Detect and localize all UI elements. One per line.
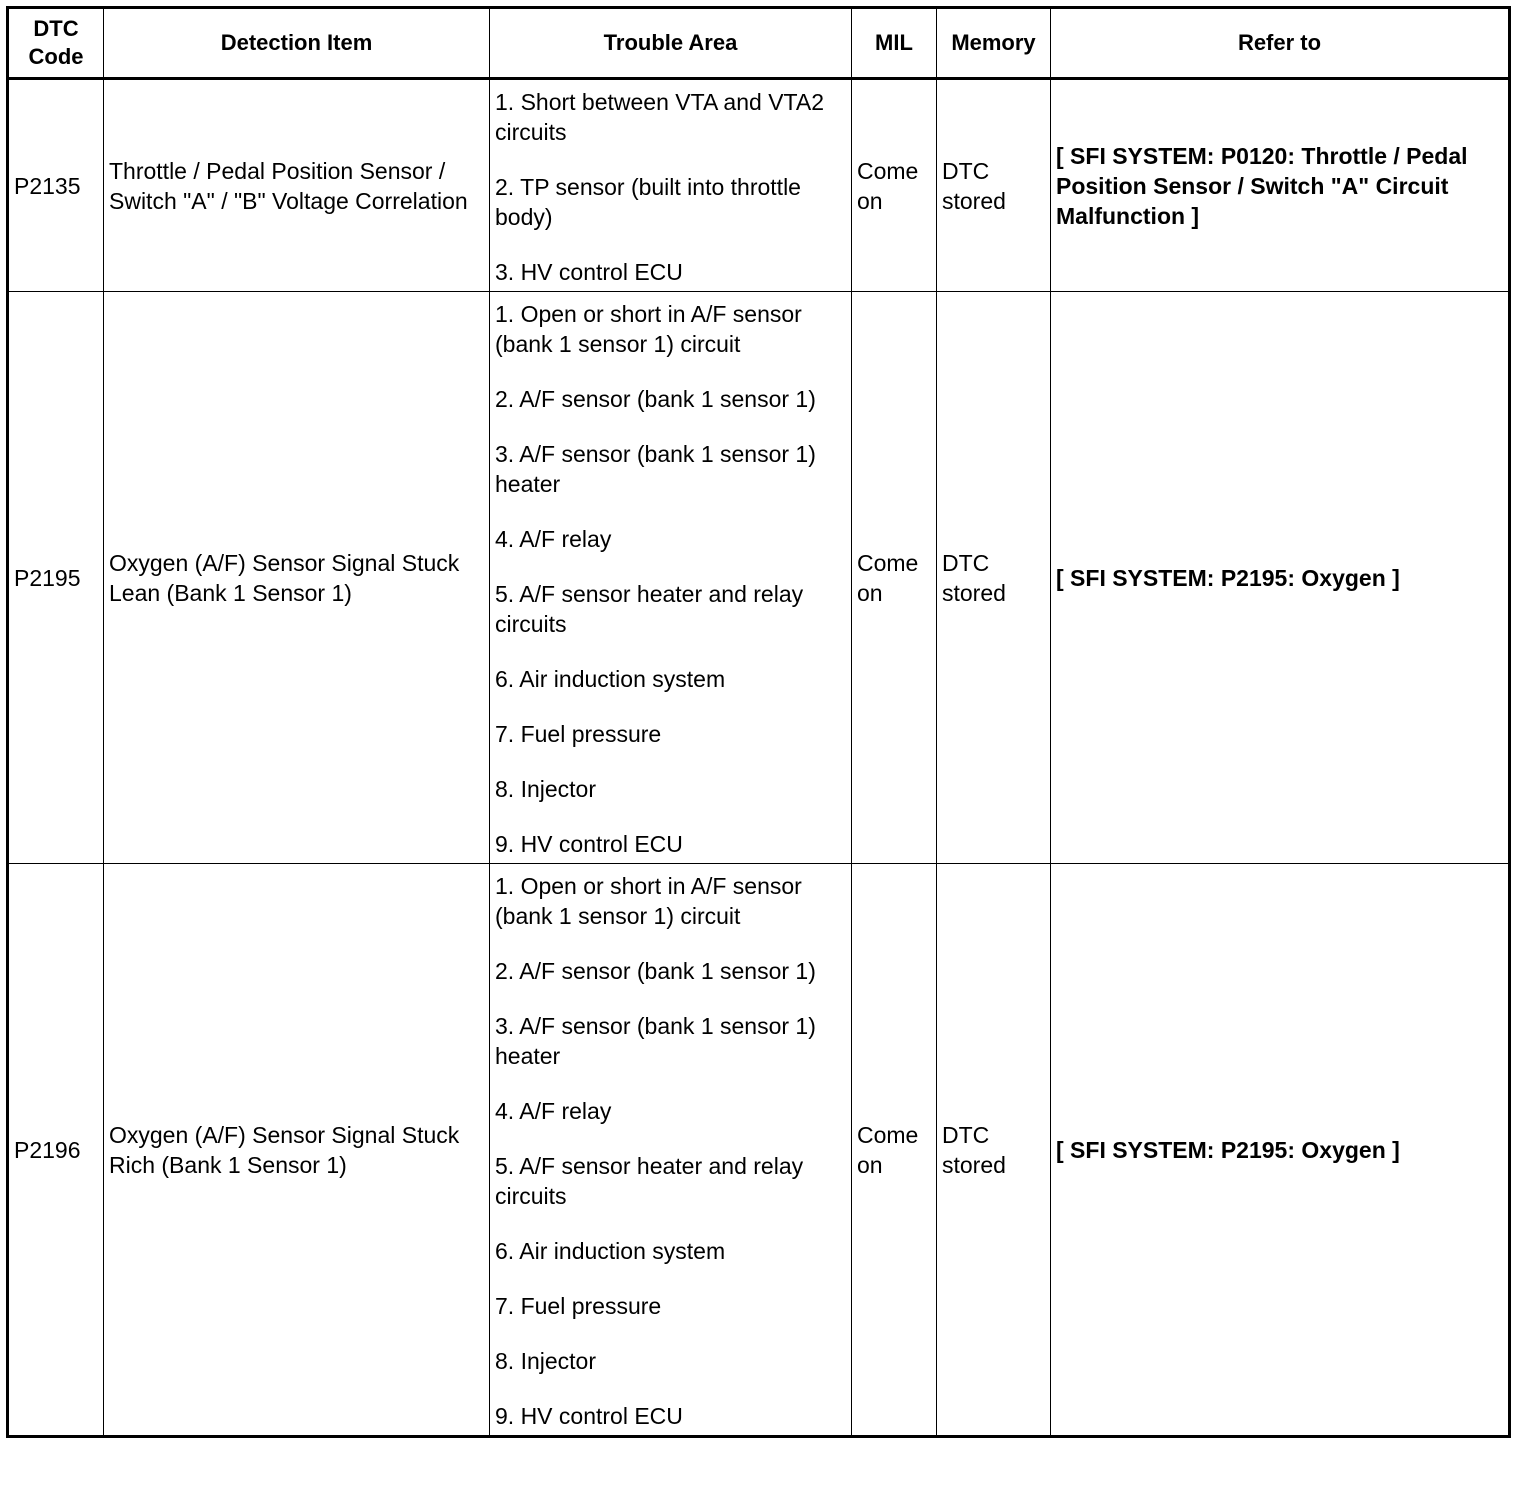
- dtc-code-cell: P2135: [8, 79, 104, 292]
- dtc-table: [6, 6, 1511, 1438]
- trouble-area-item: 5. A/F sensor heater and relay circuits: [495, 1153, 804, 1209]
- detection-item-cell: Oxygen (A/F) Sensor Signal Stuck Rich (Bank 1 Sensor 1): [104, 864, 490, 1437]
- header-trouble-area: Trouble Area: [490, 8, 852, 79]
- trouble-area-item: 2. TP sensor (built into throttle body): [495, 174, 801, 230]
- mil-cell: Come on: [852, 79, 937, 292]
- trouble-area-item: 1. Open or short in A/F sensor (bank 1 sensor 1) circuit: [495, 873, 802, 929]
- detection-item-cell: Throttle / Pedal Position Sensor / Switch "A" / "B" Voltage Correlation: [104, 79, 490, 292]
- header-row: [8, 8, 1510, 79]
- table-row: [8, 79, 1510, 292]
- trouble-area-item: 8. Injector: [495, 776, 596, 802]
- trouble-area-item: 7. Fuel pressure: [495, 721, 662, 747]
- header-detection-item: Detection Item: [104, 8, 490, 79]
- dtc-code-cell: P2196: [8, 864, 104, 1437]
- mil-cell: Come on: [852, 292, 937, 864]
- trouble-area-cell: [490, 79, 852, 292]
- trouble-area-item: 3. HV control ECU: [495, 259, 683, 285]
- dtc-code-cell: P2195: [8, 292, 104, 864]
- table-row: [8, 864, 1510, 1437]
- mil-cell: Come on: [852, 864, 937, 1437]
- trouble-area-item: 6. Air induction system: [495, 666, 726, 692]
- header-dtc-code: DTC Code: [8, 8, 104, 79]
- detection-item-cell: Oxygen (A/F) Sensor Signal Stuck Lean (Bank 1 Sensor 1): [104, 292, 490, 864]
- memory-cell: DTC stored: [937, 292, 1051, 864]
- refer-to-link[interactable]: [ SFI SYSTEM: P0120: Throttle / Pedal Position Sensor / Switch "A" Circuit Malfunction ]: [1051, 79, 1510, 292]
- trouble-area-item: 8. Injector: [495, 1348, 596, 1374]
- trouble-area-item: 7. Fuel pressure: [495, 1293, 662, 1319]
- table-row: [8, 292, 1510, 864]
- trouble-area-cell: [490, 864, 852, 1437]
- refer-to-link[interactable]: [ SFI SYSTEM: P2195: Oxygen ]: [1051, 864, 1510, 1437]
- header-memory: Memory: [937, 8, 1051, 79]
- trouble-area-item: 3. A/F sensor (bank 1 sensor 1) heater: [495, 1013, 816, 1069]
- memory-cell: DTC stored: [937, 864, 1051, 1437]
- trouble-area-item: 4. A/F relay: [495, 1098, 612, 1124]
- header-mil: MIL: [852, 8, 937, 79]
- header-refer-to: Refer to: [1051, 8, 1510, 79]
- memory-cell: DTC stored: [937, 79, 1051, 292]
- trouble-area-item: 5. A/F sensor heater and relay circuits: [495, 581, 804, 637]
- trouble-area-item: 9. HV control ECU: [495, 1403, 683, 1429]
- trouble-area-item: 4. A/F relay: [495, 526, 612, 552]
- trouble-area-item: 2. A/F sensor (bank 1 sensor 1): [495, 386, 816, 412]
- trouble-area-item: 9. HV control ECU: [495, 831, 683, 857]
- trouble-area-item: 6. Air induction system: [495, 1238, 726, 1264]
- trouble-area-cell: [490, 292, 852, 864]
- trouble-area-item: 2. A/F sensor (bank 1 sensor 1): [495, 958, 816, 984]
- trouble-area-item: 1. Short between VTA and VTA2 circuits: [495, 89, 825, 145]
- trouble-area-item: 1. Open or short in A/F sensor (bank 1 sensor 1) circuit: [495, 301, 802, 357]
- refer-to-link[interactable]: [ SFI SYSTEM: P2195: Oxygen ]: [1051, 292, 1510, 864]
- trouble-area-item: 3. A/F sensor (bank 1 sensor 1) heater: [495, 441, 816, 497]
